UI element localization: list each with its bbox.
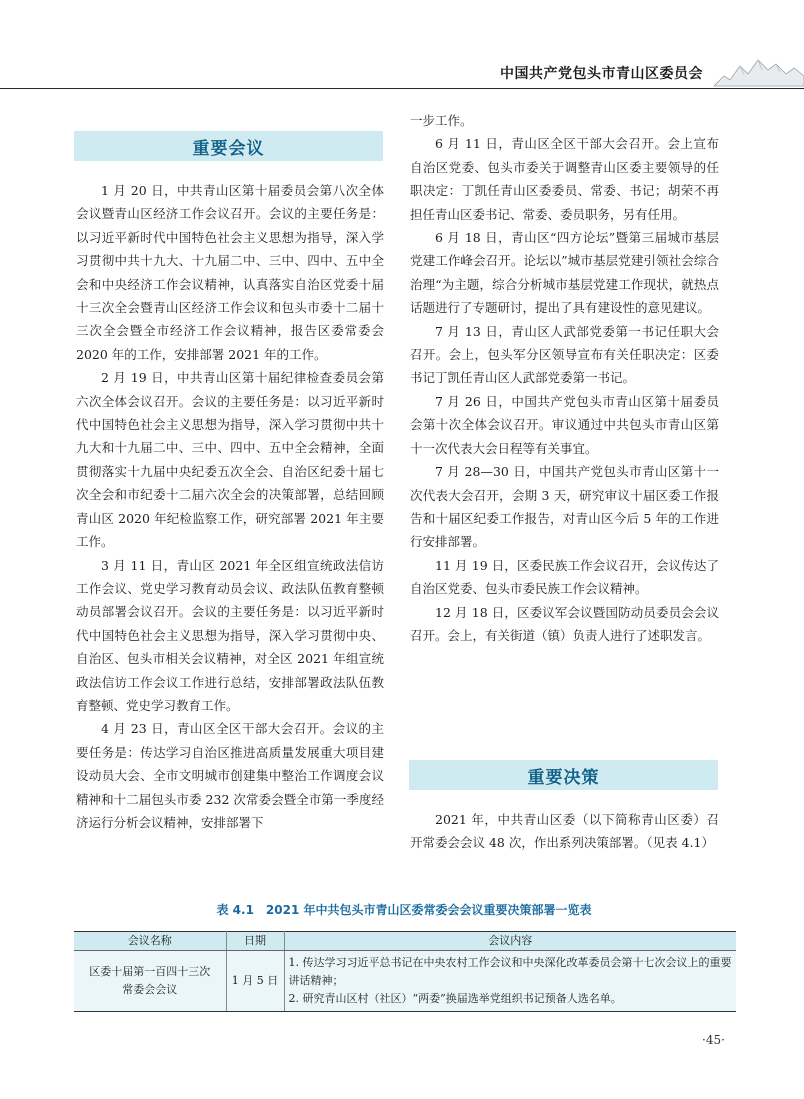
header-rule [0, 88, 804, 89]
header-date: 日期 [226, 932, 284, 951]
cell-date: 1 月 5 日 [226, 951, 284, 1012]
paragraph-jan-20: 1 月 20 日，中共青山区第十届委员会第八次全体会议暨青山区经济工作会议召开。会议的主要任务是：以习近平新时代中国特色社会主义思想为指导，深入学习贯彻中共十九大、十九届二中、三中、四中、五中全会和中央经济工作会议精神，认真落实自治区党委十届十三次全会暨青山区经济工作会议和包头市委十二届十三次全会暨全市经济工作会议精神，报告区委常委会 2020 年的工作，安排部署 2021 年的工作。 [76, 183, 384, 362]
paragraph-jun-18: 6 月 18 日，青山区“四方论坛”暨第三届城市基层党建工作峰会召开。论坛以”城市基层党建引领社会综合治理“为主题，综合分析城市基层党建工作现状，就热点话题进行了专题研讨，提出了具有建设性的意见建议。 [410, 230, 719, 316]
decisions-intro-column [410, 808, 719, 855]
paragraph-decisions-intro: 2021 年，中共青山区委（以下简称青山区委）召开常委会会议 48 次，作出系列决策部署。（见表 4.1） [410, 812, 719, 851]
right-text-column [410, 109, 719, 647]
page-number: ·45· [702, 1033, 725, 1047]
mountain-decoration-icon [714, 52, 804, 88]
table-header-row [74, 932, 736, 951]
table-row [74, 951, 736, 1012]
paragraph-mar-11: 3 月 11 日，青山区 2021 年全区组宣统政法信访工作会议、党史学习教育动员会议、政法队伍教育整顿动员部署会议召开。会议的主要任务是：以习近平新时代中国特色社会主义思想为指导，深入学习贯彻中央、自治区、包头市相关会议精神，对全区 2021 年组宣统政法信访工作会议工作进行总结，安排部署政法队伍教育整顿、党史学习教育工作。 [76, 557, 384, 713]
paragraph-jun-11: 6 月 11 日，青山区全区干部大会召开。会上宣布自治区党委、包头市委关于调整青山区委主要领导的任职决定：丁凯任青山区委委员、常委、书记；胡荣不再担任青山区委书记、常委、委员职务，另有任用。 [410, 136, 719, 222]
header-content: 会议内容 [284, 932, 736, 951]
paragraph-jul-13: 7 月 13 日，青山区人武部党委第一书记任职大会召开。会上，包头军分区领导宣布有关任职决定：区委书记丁凯任青山区人武部党委第一书记。 [410, 323, 719, 386]
running-header-title: 中国共产党包头市青山区委员会 [500, 66, 703, 82]
section-heading-decisions: 重要决策 [409, 760, 718, 790]
content-item: 2. 研究青山区村（社区）“两委”换届选举党组织书记预备人选名单。 [288, 992, 622, 1005]
paragraph-jul-26: 7 月 26 日，中国共产党包头市青山区第十届委员会第十次全体会议召开。审议通过中共包头市青山区第十一次代表大会日程等有关事宜。 [410, 393, 719, 456]
paragraph-continuation: 一步工作。 [410, 113, 473, 128]
paragraph-apr-23: 4 月 23 日，青山区全区干部大会召开。会议的主要任务是：传达学习自治区推进高质量发展重大项目建设动员大会、全市文明城市创建集中整治工作调度会议精神和十二届包头市委 232 次常委会暨全市第一季度经济运行分析会议精神，安排部署下 [76, 721, 384, 830]
paragraph-dec-18: 12 月 18 日，区委议军会议暨国防动员委员会会议召开。会上，有关街道（镇）负责人进行了述职发言。 [410, 604, 719, 643]
table-caption: 表 4.1 2021 年中共包头市青山区委常委会会议重要决策部署一览表 [216, 903, 592, 917]
cell-content [284, 951, 736, 1012]
left-text-column [76, 179, 384, 834]
paragraph-jul-28-30: 7 月 28—30 日，中国共产党包头市青山区第十一次代表大会召开，会期 3 天，研究审议十届区委工作报告和十届区纪委工作报告，对青山区今后 5 年的工作进行安排部署。 [410, 464, 719, 550]
content-item: 1. 传达学习习近平总书记在中央农村工作会议和中央深化改革委员会第十七次会议上的重要讲话精神； [288, 956, 732, 987]
decisions-table [74, 931, 736, 1012]
cell-meeting-name: 区委十届第一百四十三次常委会会议 [74, 951, 226, 1012]
paragraph-nov-19: 11 月 19 日，区委民族工作会议召开，会议传达了自治区党委、包头市委民族工作会议精神。 [410, 557, 719, 597]
header-meeting-name: 会议名称 [74, 932, 226, 951]
paragraph-feb-19: 2 月 19 日，中共青山区第十届纪律检查委员会第六次全体会议召开。会议的主要任务是：以习近平新时代中国特色社会主义思想为指导，深入学习贯彻中共十九大和十九届二中、三中、四中、五中全会精神，全面贯彻落实十九届中央纪委五次全会、自治区纪委十届七次全会和市纪委十二届六次全会的决策部署，总结回顾青山区 2020 年纪检监察工作，研究部署 2021 年主要工作。 [76, 370, 384, 550]
section-heading-meetings: 重要会议 [74, 131, 383, 161]
